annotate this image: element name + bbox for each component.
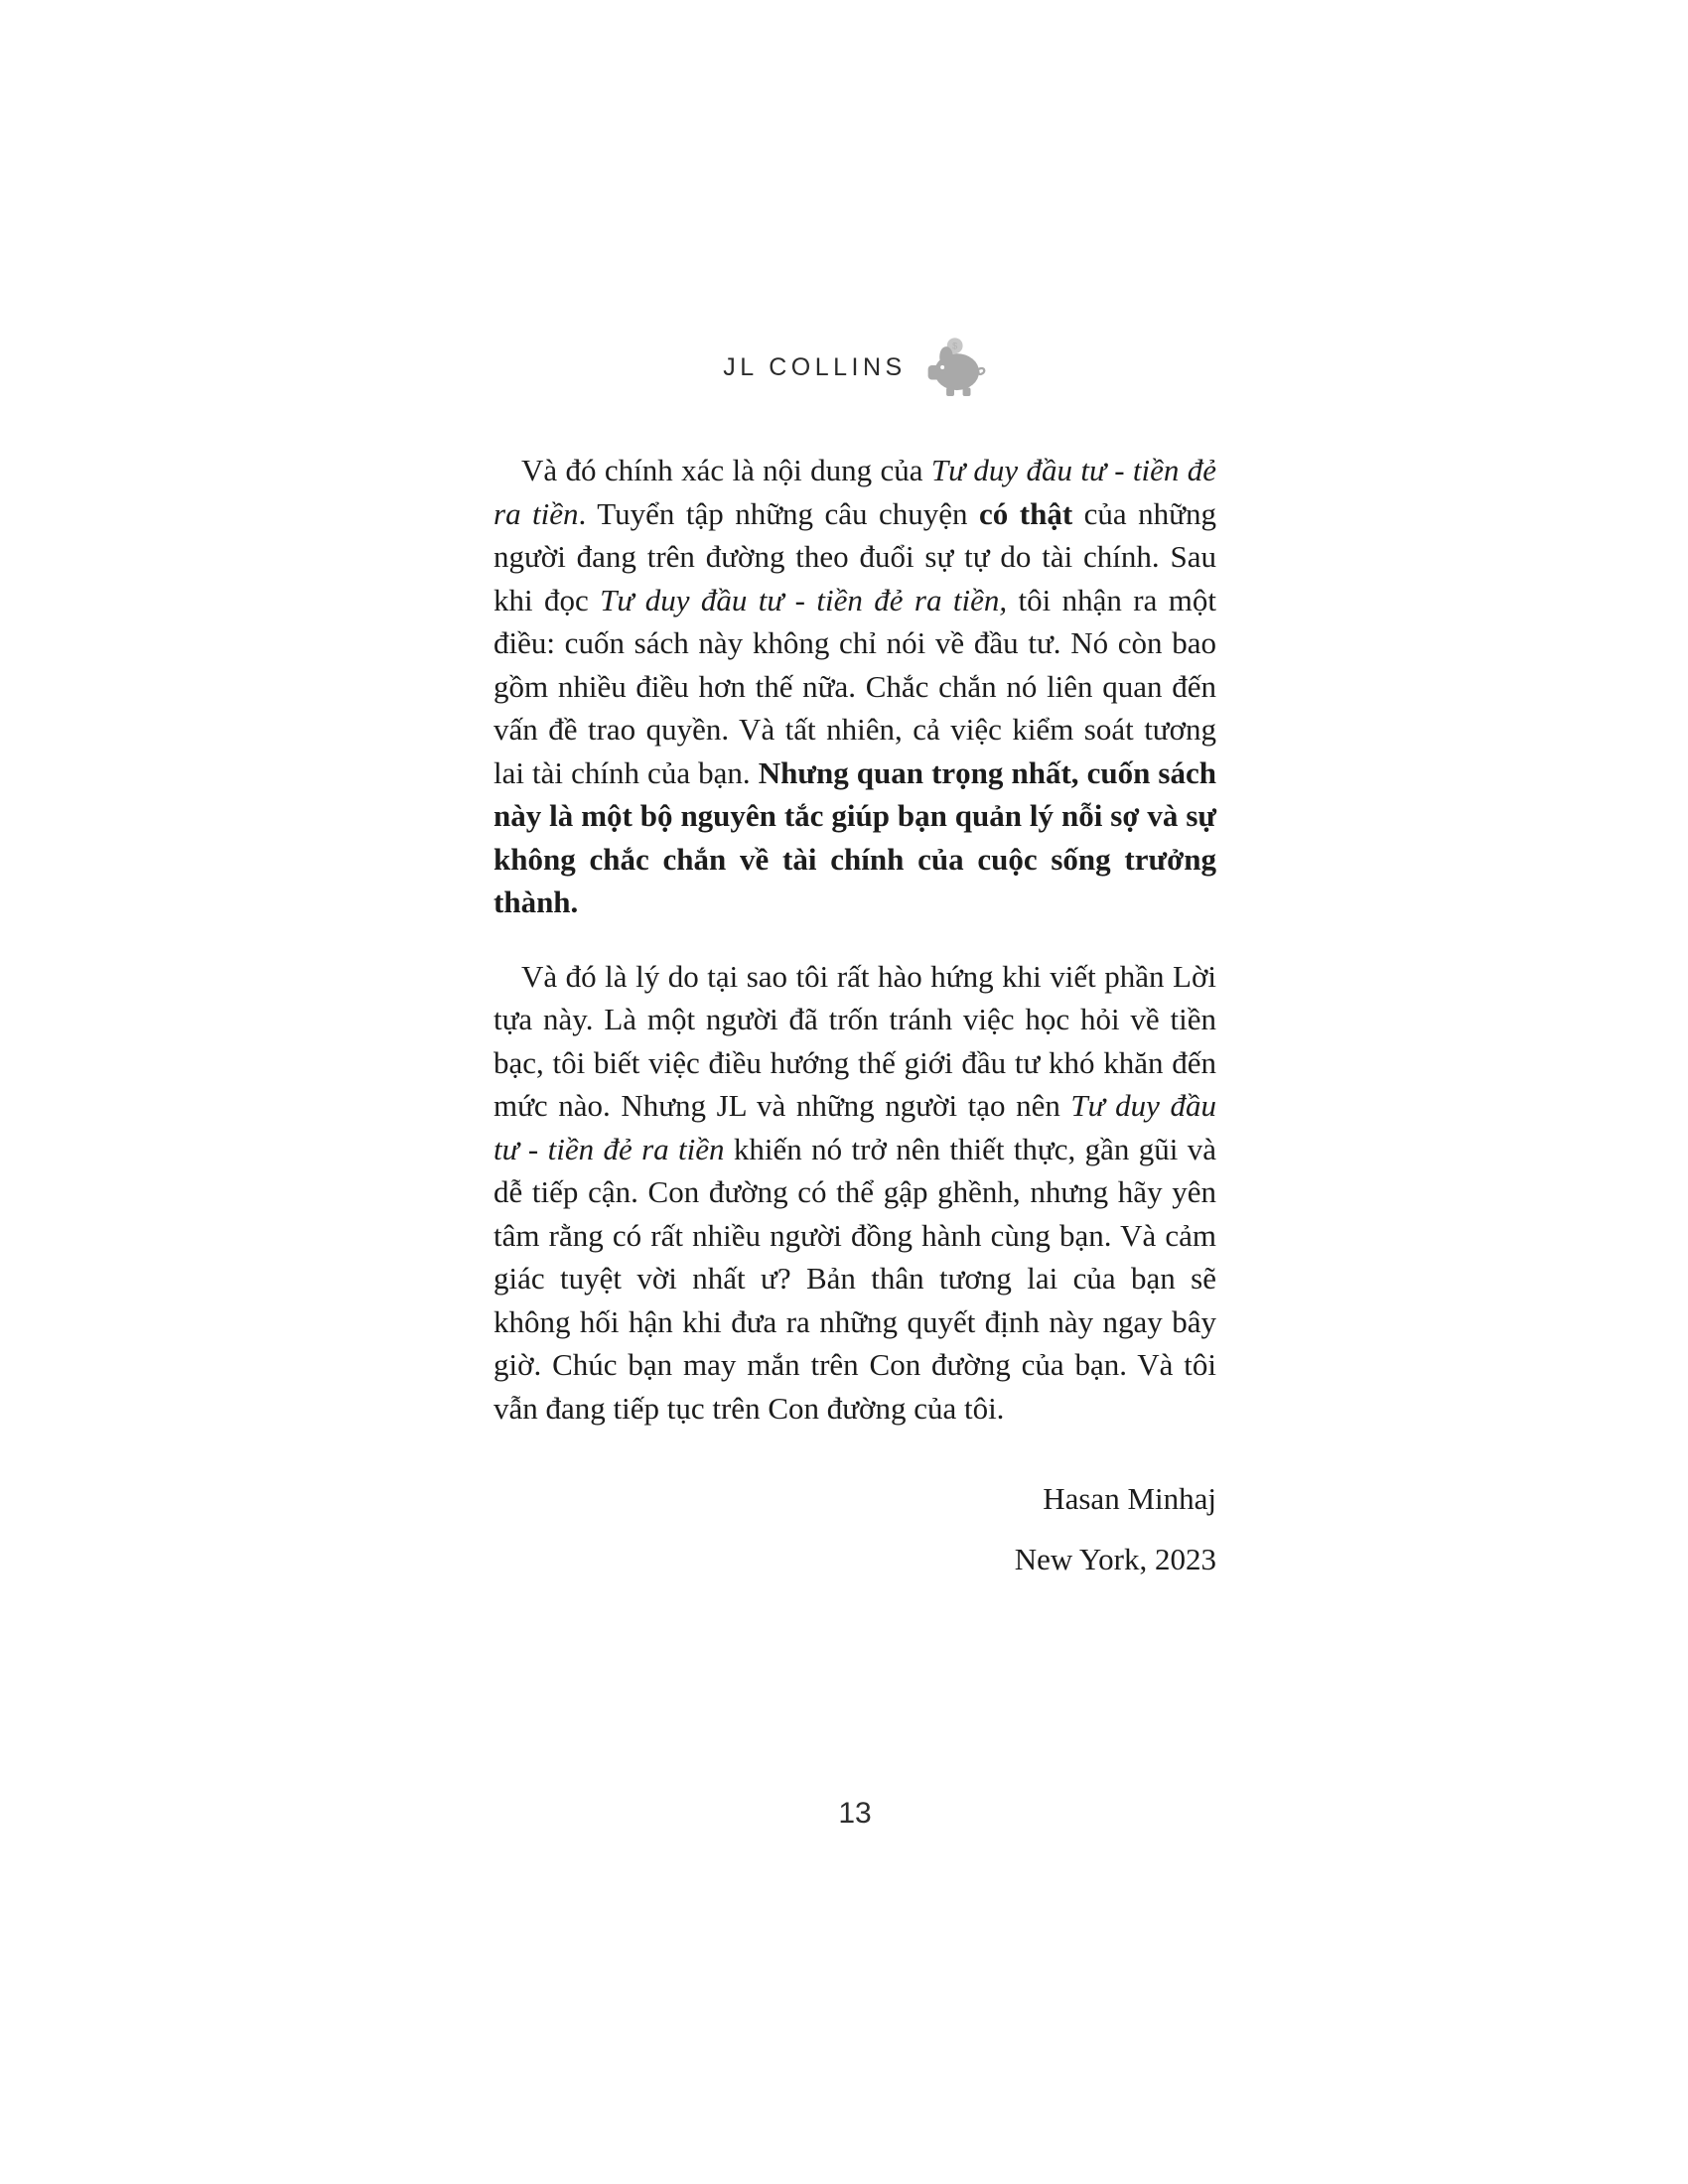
brand-name: JL COLLINS — [723, 352, 907, 381]
text-column — [493, 0, 1216, 2184]
signature-place-date: New York, 2023 — [1014, 1541, 1216, 1576]
pig-body — [927, 346, 978, 396]
body-text — [493, 449, 1216, 1580]
signature-name: Hasan Minhaj — [1043, 1481, 1216, 1516]
paragraph-2: Và đó là lý do tại sao tôi rất hào hứng khi viết phần Lời tựa này. Là một người đã trốn tránh việc học hỏi về tiền bạc, tôi biết việc điều hướng thế giới đầu tư khó khăn đến mức nào. Nhưng JL và những người tạo nên Tư duy đầu tư - tiền đẻ ra tiền khiến nó trở nên thiết thực, gần gũi và dễ tiếp cận. Con đường có thể gập ghềnh, nhưng hãy yên tâm rằng có rất nhiều người đồng hành cùng bạn. Và cảm giác tuyệt vời nhất ư? Bản thân tương lai của bạn sẽ không hối hận khi đưa ra những quyết định này ngay bây giờ. Chúc bạn may mắn trên Con đường của bạn. Và tôi vẫn đang tiếp tục trên Con đường của tôi. — [493, 958, 1216, 1426]
piggy-bank-icon — [921, 337, 987, 398]
pig-tail — [978, 368, 984, 374]
coin-dollar-symbol: $ — [951, 341, 957, 351]
paragraph-1: Và đó chính xác là nội dung của Tư duy đầu tư - tiền đẻ ra tiền. Tuyển tập những câu chuyện có thật của những người đang trên đường theo đuổi sự tự do tài chính. Sau khi đọc Tư duy đầu tư - tiền đẻ ra tiền, tôi nhận ra một điều: cuốn sách này không chỉ nói về đầu tư. Nó còn bao gồm nhiều điều hơn thế nữa. Chắc chắn nó liên quan đến vấn đề trao quyền. Và tất nhiên, cả việc kiểm soát tương lai tài chính của bạn. Nhưng quan trọng nhất, cuốn sách này là một bộ nguyên tắc giúp bạn quản lý nỗi sợ và sự không chắc chắn về tài chính của cuộc sống trưởng thành. — [493, 453, 1217, 919]
page-number: 13 — [838, 1797, 872, 1830]
signature-block — [493, 1477, 1216, 1580]
pig-eye — [940, 365, 944, 369]
page-header — [493, 333, 1216, 402]
